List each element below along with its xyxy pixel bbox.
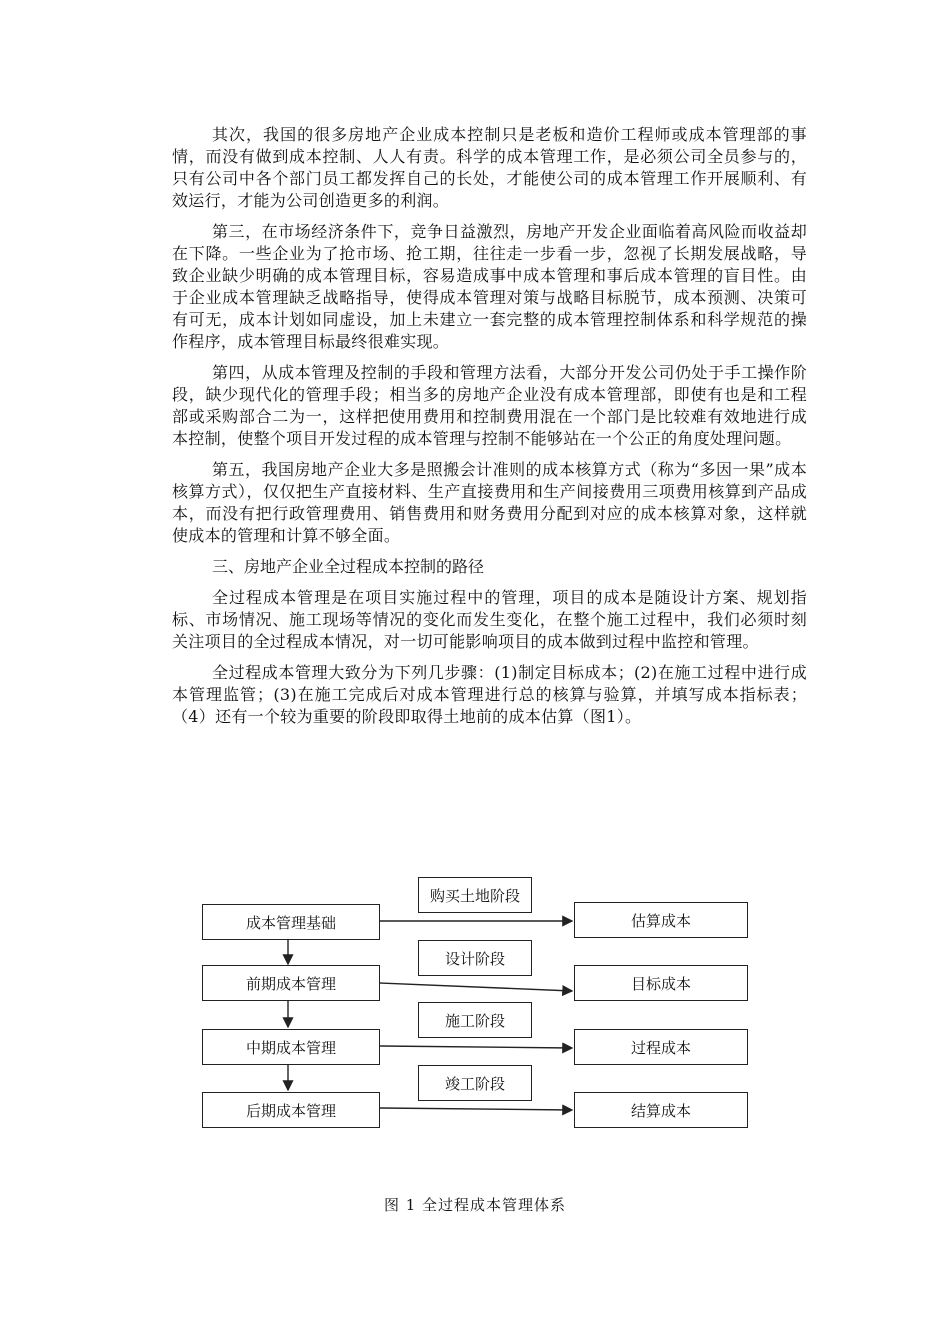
left-box: 中期成本管理: [202, 1029, 380, 1065]
stage-box: 购买土地阶段: [418, 877, 532, 913]
left-box: 前期成本管理: [202, 965, 380, 1001]
paragraph: 全过程成本管理大致分为下列几步骤：(1)制定目标成本；(2)在施工过程中进行成本管理监管；(3)在施工完成后对成本管理进行总的核算与验算，并填写成本指标表；（4）还有一个较为重要的阶段即取得土地前的成本估算（图1）。: [172, 663, 807, 726]
stage-box: 竣工阶段: [418, 1065, 532, 1101]
stage-box: 施工阶段: [418, 1002, 532, 1038]
paragraph: 全过程成本管理是在项目实施过程中的管理，项目的成本是随设计方案、规划指标、市场情况、施工现场等情况的变化而发生变化，在整个施工过程中，我们必须时刻关注项目的全过程成本情况，对一切可能影响项目的成本做到过程中监控和管理。: [172, 588, 807, 651]
figure-caption: 图 1 全过程成本管理体系: [383, 1196, 567, 1214]
paragraph: 第四，从成本管理及控制的手段和管理方法看，大部分开发公司仍处于手工操作阶段，缺少现代化的管理手段；相当多的房地产企业没有成本管理部，即使有也是和工程部或采购部合二为一，这样把使用费用和控制费用混在一个部门是比较难有效地进行成本控制，使整个项目开发过程的成本管理与控制不能够站在一个公正的角度处理问题。: [172, 363, 807, 448]
right-box: 目标成本: [574, 965, 748, 1001]
arrow-right-2: [380, 983, 572, 991]
right-box: 过程成本: [574, 1029, 748, 1065]
arrow-right-3: [380, 1046, 572, 1048]
paragraph: 第五，我国房地产企业大多是照搬会计准则的成本核算方式（称为“多因一果”成本核算方式），仅仅把生产直接材料、生产直接费用和生产间接费用三项费用核算到产品成本，而没有把行政管理费用、销售费用和财务费用分配到对应的成本核算对象，这样就使成本的管理和计算不够全面。: [172, 460, 807, 545]
left-box: 后期成本管理: [202, 1092, 380, 1128]
paragraph: 其次，我国的很多房地产企业成本控制只是老板和造价工程师或成本管理部的事情，而没有做到成本控制、人人有责。科学的成本管理工作，是必须公司全员参与的，只有公司中各个部门员工都发挥自己的长处，才能使公司的成本管理工作开展顺利、有效运行，才能为公司创造更多的利润。: [172, 125, 807, 210]
right-box: 结算成本: [574, 1092, 748, 1128]
section-heading: 三、房地产企业全过程成本控制的路径: [212, 557, 485, 576]
paragraph: 第三，在市场经济条件下，竞争日益激烈，房地产开发企业面临着高风险而收益却在下降。一些企业为了抢市场、抢工期，往往走一步看一步，忽视了长期发展战略，导致企业缺少明确的成本管理目标，容易造成事中成本管理和事后成本管理的盲目性。由于企业成本管理缺乏战略指导，使得成本管理对策与战略目标脱节，成本预测、决策可有可无，成本计划如同虚设，加上未建立一套完整的成本管理控制体系和科学规范的操作程序，成本管理目标最终很难实现。: [172, 222, 807, 351]
left-box: 成本管理基础: [202, 904, 380, 940]
arrow-right-4: [380, 1108, 572, 1110]
cost-management-diagram: [196, 872, 756, 1142]
article-body: [172, 124, 807, 737]
stage-box: 设计阶段: [418, 940, 532, 976]
right-box: 估算成本: [574, 902, 748, 938]
